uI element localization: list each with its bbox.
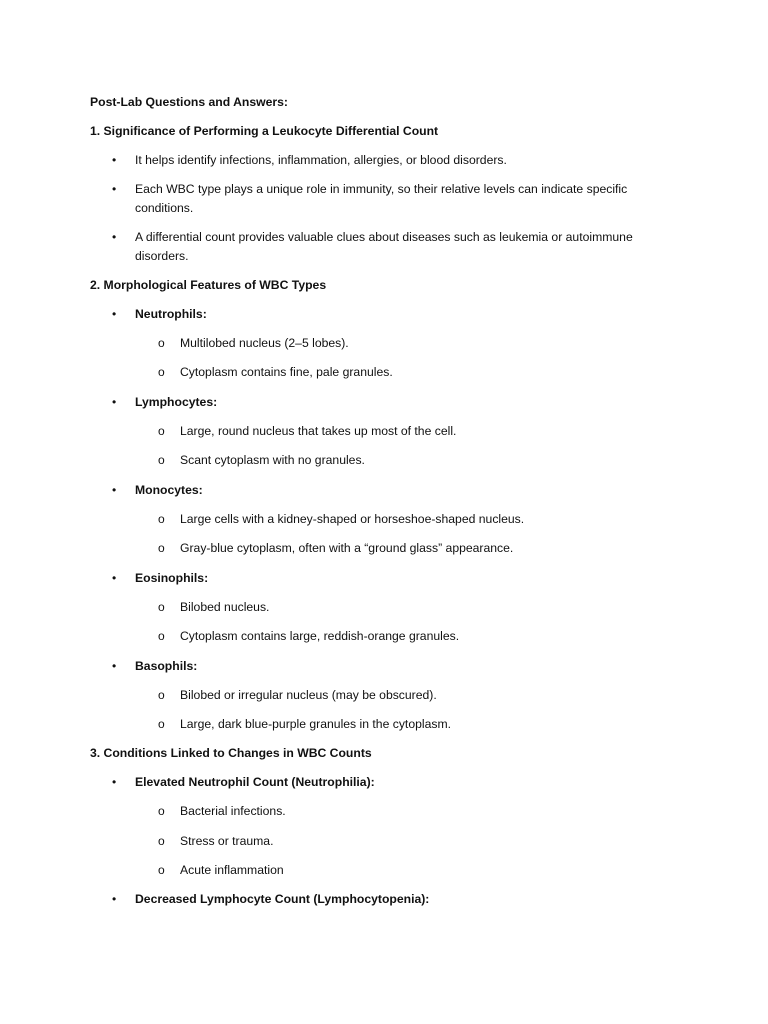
bullet-marker: • xyxy=(112,230,117,244)
condition-label: Elevated Neutrophil Count (Neutrophilia): xyxy=(135,775,375,789)
sub-bullet-text: Acute inflammation xyxy=(180,863,284,877)
bullet-text-continued: disorders. xyxy=(135,249,189,263)
sub-bullet-marker: o xyxy=(158,336,165,350)
bullet-marker: • xyxy=(112,775,117,789)
bullet-marker: • xyxy=(112,892,117,906)
bullet-marker: • xyxy=(112,307,117,321)
sub-bullet-marker: o xyxy=(158,453,165,467)
wbc-type-label: Eosinophils: xyxy=(135,571,209,585)
sub-bullet-marker: o xyxy=(158,804,165,818)
wbc-type-label: Monocytes: xyxy=(135,483,203,497)
sub-bullet-text: Cytoplasm contains large, reddish-orange granules. xyxy=(180,629,460,643)
wbc-type-label: Neutrophils: xyxy=(135,307,207,321)
sub-bullet-text: Bacterial infections. xyxy=(180,804,286,818)
bullet-text: Each WBC type plays a unique role in immunity, so their relative levels can indicate specific xyxy=(135,182,628,196)
sub-bullet-text: Multilobed nucleus (2–5 lobes). xyxy=(180,336,349,350)
bullet-marker: • xyxy=(112,659,117,673)
wbc-type-label: Basophils: xyxy=(135,659,198,673)
bullet-marker: • xyxy=(112,182,117,196)
bullet-marker: • xyxy=(112,395,117,409)
sub-bullet-text: Cytoplasm contains fine, pale granules. xyxy=(180,365,393,379)
sub-bullet-text: Large cells with a kidney-shaped or horseshoe-shaped nucleus. xyxy=(180,512,525,526)
section-heading-3: 3. Conditions Linked to Changes in WBC Counts xyxy=(90,746,372,760)
bullet-text-continued: conditions. xyxy=(135,201,194,215)
bullet-text: It helps identify infections, inflammation, allergies, or blood disorders. xyxy=(135,153,507,167)
sub-bullet-text: Gray-blue cytoplasm, often with a “ground glass” appearance. xyxy=(180,541,514,555)
wbc-type-label: Lymphocytes: xyxy=(135,395,218,409)
sub-bullet-marker: o xyxy=(158,424,165,438)
sub-bullet-marker: o xyxy=(158,688,165,702)
sub-bullet-marker: o xyxy=(158,541,165,555)
sub-bullet-text: Bilobed nucleus. xyxy=(180,600,270,614)
bullet-text: A differential count provides valuable clues about diseases such as leukemia or autoimmune xyxy=(135,230,633,244)
sub-bullet-marker: o xyxy=(158,600,165,614)
sub-bullet-text: Large, dark blue-purple granules in the cytoplasm. xyxy=(180,717,451,731)
sub-bullet-text: Bilobed or irregular nucleus (may be obscured). xyxy=(180,688,437,702)
bullet-marker: • xyxy=(112,483,117,497)
sub-bullet-marker: o xyxy=(158,629,165,643)
section-heading-1: 1. Significance of Performing a Leukocyte Differential Count xyxy=(90,124,439,138)
document-title: Post-Lab Questions and Answers: xyxy=(90,95,288,109)
sub-bullet-marker: o xyxy=(158,512,165,526)
sub-bullet-marker: o xyxy=(158,834,165,848)
sub-bullet-text: Large, round nucleus that takes up most of the cell. xyxy=(180,424,457,438)
sub-bullet-text: Scant cytoplasm with no granules. xyxy=(180,453,365,467)
sub-bullet-marker: o xyxy=(158,717,165,731)
bullet-marker: • xyxy=(112,153,117,167)
section-heading-2: 2. Morphological Features of WBC Types xyxy=(90,278,327,292)
sub-bullet-marker: o xyxy=(158,863,165,877)
condition-label: Decreased Lymphocyte Count (Lymphocytopenia): xyxy=(135,892,430,906)
bullet-marker: • xyxy=(112,571,117,585)
sub-bullet-marker: o xyxy=(158,365,165,379)
sub-bullet-text: Stress or trauma. xyxy=(180,834,274,848)
